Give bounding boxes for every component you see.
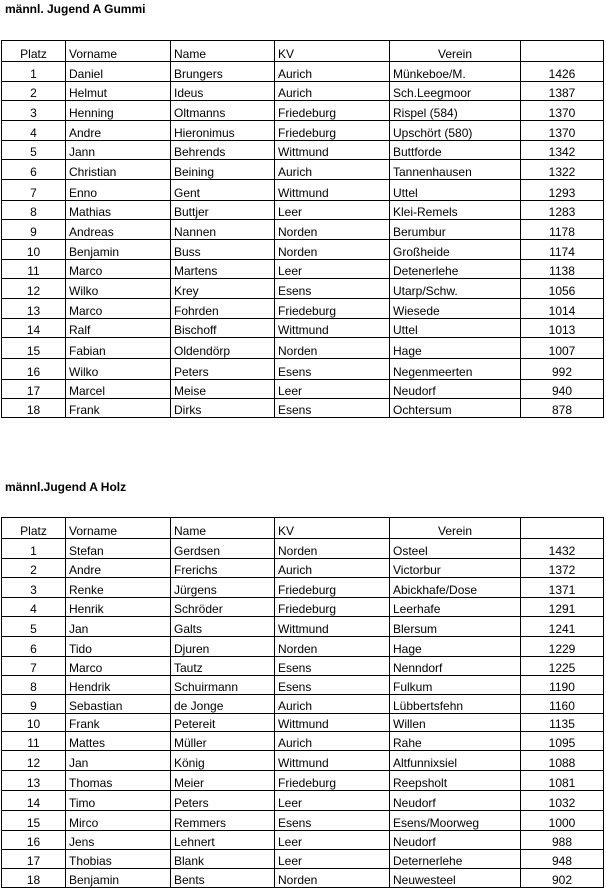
table-row xyxy=(2,657,604,676)
table-row xyxy=(2,240,604,260)
cell-name: Lehnert xyxy=(171,831,275,850)
cell-punkte: 1225 xyxy=(521,657,604,676)
cell-name: Remmers xyxy=(171,811,275,831)
table-row xyxy=(2,751,604,771)
cell-platz: 8 xyxy=(2,201,66,220)
cell-platz: 15 xyxy=(2,811,66,831)
table-row xyxy=(2,201,604,220)
cell-punkte: 1174 xyxy=(521,240,604,260)
cell-verein: Rispel (584) xyxy=(390,101,521,121)
cell-platz: 18 xyxy=(2,869,66,888)
cell-kv: Leer xyxy=(275,831,390,850)
cell-vorname: Renke xyxy=(66,578,171,598)
column-header-punkte xyxy=(521,518,604,539)
cell-vorname: Stefan xyxy=(66,539,171,559)
cell-vorname: Marco xyxy=(66,299,171,319)
cell-kv: Friedeburg xyxy=(275,578,390,598)
table-row xyxy=(2,598,604,617)
cell-name: Oldendörp xyxy=(171,338,275,359)
table-row xyxy=(2,617,604,637)
cell-punkte: 1372 xyxy=(521,559,604,578)
cell-punkte: 1291 xyxy=(521,598,604,617)
table-row xyxy=(2,160,604,180)
cell-name: de Jonge xyxy=(171,695,275,714)
cell-name: Krey xyxy=(171,279,275,299)
cell-verein: Negenmeerten xyxy=(390,359,521,380)
cell-name: Brungers xyxy=(171,62,275,82)
table-row xyxy=(2,539,604,559)
cell-kv: Esens xyxy=(275,676,390,695)
cell-punkte: 1178 xyxy=(521,220,604,240)
table-header-row xyxy=(2,518,604,539)
cell-kv: Leer xyxy=(275,380,390,399)
cell-verein: Neudorf xyxy=(390,831,521,850)
cell-verein: Willen xyxy=(390,714,521,732)
cell-punkte: 1032 xyxy=(521,791,604,811)
cell-verein: Deternerlehe xyxy=(390,850,521,869)
cell-name: Galts xyxy=(171,617,275,637)
table-row xyxy=(2,399,604,418)
cell-verein: Tannenhausen xyxy=(390,160,521,180)
cell-vorname: Benjamin xyxy=(66,869,171,888)
cell-platz: 5 xyxy=(2,141,66,160)
cell-kv: Aurich xyxy=(275,732,390,751)
cell-punkte: 1342 xyxy=(521,141,604,160)
column-header-name: Name xyxy=(171,518,275,539)
cell-vorname: Thobias xyxy=(66,850,171,869)
cell-name: Bents xyxy=(171,869,275,888)
cell-verein: Hage xyxy=(390,637,521,657)
cell-punkte: 1370 xyxy=(521,121,604,141)
cell-verein: Utarp/Schw. xyxy=(390,279,521,299)
cell-platz: 12 xyxy=(2,279,66,299)
cell-punkte: 902 xyxy=(521,869,604,888)
table-row xyxy=(2,695,604,714)
cell-kv: Wittmund xyxy=(275,617,390,637)
table-row xyxy=(2,101,604,121)
cell-vorname: Mirco xyxy=(66,811,171,831)
cell-vorname: Henning xyxy=(66,101,171,121)
cell-platz: 7 xyxy=(2,180,66,201)
cell-platz: 16 xyxy=(2,831,66,850)
table-row xyxy=(2,732,604,751)
cell-name: Djuren xyxy=(171,637,275,657)
cell-punkte: 1371 xyxy=(521,578,604,598)
cell-punkte: 1013 xyxy=(521,319,604,338)
cell-verein: Neuwesteel xyxy=(390,869,521,888)
cell-name: Gerdsen xyxy=(171,539,275,559)
table-row xyxy=(2,578,604,598)
cell-vorname: Hendrik xyxy=(66,676,171,695)
results-table-holz xyxy=(1,517,604,888)
cell-name: Behrends xyxy=(171,141,275,160)
cell-kv: Wittmund xyxy=(275,141,390,160)
cell-kv: Friedeburg xyxy=(275,771,390,791)
cell-vorname: Andreas xyxy=(66,220,171,240)
cell-platz: 14 xyxy=(2,791,66,811)
cell-platz: 2 xyxy=(2,559,66,578)
cell-punkte: 878 xyxy=(521,399,604,418)
cell-verein: Neudorf xyxy=(390,380,521,399)
cell-punkte: 992 xyxy=(521,359,604,380)
cell-punkte: 1095 xyxy=(521,732,604,751)
cell-kv: Wittmund xyxy=(275,180,390,201)
cell-name: Jürgens xyxy=(171,578,275,598)
cell-name: Ideus xyxy=(171,82,275,101)
cell-vorname: Fabian xyxy=(66,338,171,359)
cell-punkte: 1370 xyxy=(521,101,604,121)
table-row xyxy=(2,141,604,160)
cell-vorname: Jan xyxy=(66,617,171,637)
column-header-vorname: Vorname xyxy=(66,518,171,539)
column-header-name: Name xyxy=(171,41,275,62)
cell-name: Gent xyxy=(171,180,275,201)
cell-vorname: Wilko xyxy=(66,279,171,299)
section-title-gummi: männl. Jugend A Gummi xyxy=(5,2,146,16)
cell-vorname: Frank xyxy=(66,714,171,732)
cell-punkte: 940 xyxy=(521,380,604,399)
cell-punkte: 1135 xyxy=(521,714,604,732)
cell-kv: Aurich xyxy=(275,559,390,578)
cell-verein: Upschört (580) xyxy=(390,121,521,141)
cell-kv: Leer xyxy=(275,260,390,279)
cell-punkte: 1229 xyxy=(521,637,604,657)
cell-name: Meise xyxy=(171,380,275,399)
table-row xyxy=(2,220,604,240)
column-header-kv: KV xyxy=(275,518,390,539)
cell-kv: Norden xyxy=(275,637,390,657)
cell-platz: 18 xyxy=(2,399,66,418)
cell-punkte: 1081 xyxy=(521,771,604,791)
cell-name: Peters xyxy=(171,359,275,380)
cell-verein: Reepsholt xyxy=(390,771,521,791)
cell-kv: Aurich xyxy=(275,62,390,82)
cell-vorname: Andre xyxy=(66,559,171,578)
cell-name: Blank xyxy=(171,850,275,869)
cell-platz: 8 xyxy=(2,676,66,695)
cell-punkte: 1432 xyxy=(521,539,604,559)
table-row xyxy=(2,869,604,888)
cell-verein: Berumbur xyxy=(390,220,521,240)
cell-name: Hieronimus xyxy=(171,121,275,141)
cell-kv: Wittmund xyxy=(275,751,390,771)
cell-kv: Esens xyxy=(275,399,390,418)
cell-kv: Leer xyxy=(275,201,390,220)
table-row xyxy=(2,559,604,578)
cell-vorname: Mathias xyxy=(66,201,171,220)
cell-punkte: 1190 xyxy=(521,676,604,695)
table-row xyxy=(2,850,604,869)
cell-verein: Rahe xyxy=(390,732,521,751)
cell-kv: Esens xyxy=(275,811,390,831)
cell-punkte: 1241 xyxy=(521,617,604,637)
table-row xyxy=(2,714,604,732)
cell-vorname: Thomas xyxy=(66,771,171,791)
cell-kv: Friedeburg xyxy=(275,299,390,319)
table-row xyxy=(2,260,604,279)
cell-verein: Buttforde xyxy=(390,141,521,160)
cell-platz: 11 xyxy=(2,260,66,279)
cell-verein: Münkeboe/M. xyxy=(390,62,521,82)
cell-verein: Blersum xyxy=(390,617,521,637)
cell-platz: 3 xyxy=(2,101,66,121)
cell-verein: Esens/Moorweg xyxy=(390,811,521,831)
results-table-gummi xyxy=(1,40,604,418)
cell-verein: Osteel xyxy=(390,539,521,559)
cell-punkte: 948 xyxy=(521,850,604,869)
cell-kv: Friedeburg xyxy=(275,121,390,141)
column-header-vorname: Vorname xyxy=(66,41,171,62)
cell-kv: Aurich xyxy=(275,695,390,714)
table-row xyxy=(2,180,604,201)
cell-verein: Leerhafe xyxy=(390,598,521,617)
cell-vorname: Jan xyxy=(66,751,171,771)
cell-kv: Norden xyxy=(275,338,390,359)
cell-platz: 6 xyxy=(2,160,66,180)
cell-punkte: 1007 xyxy=(521,338,604,359)
cell-vorname: Frank xyxy=(66,399,171,418)
cell-platz: 7 xyxy=(2,657,66,676)
cell-name: Bischoff xyxy=(171,319,275,338)
cell-name: Dirks xyxy=(171,399,275,418)
cell-platz: 4 xyxy=(2,121,66,141)
cell-verein: Ochtersum xyxy=(390,399,521,418)
table-row xyxy=(2,676,604,695)
cell-platz: 1 xyxy=(2,62,66,82)
cell-platz: 10 xyxy=(2,240,66,260)
table-row xyxy=(2,791,604,811)
cell-name: Schröder xyxy=(171,598,275,617)
cell-kv: Esens xyxy=(275,657,390,676)
cell-platz: 14 xyxy=(2,319,66,338)
table-row xyxy=(2,831,604,850)
cell-kv: Esens xyxy=(275,279,390,299)
cell-punkte: 1056 xyxy=(521,279,604,299)
cell-verein: Abickhafe/Dose xyxy=(390,578,521,598)
cell-verein: Altfunnixsiel xyxy=(390,751,521,771)
cell-vorname: Tido xyxy=(66,637,171,657)
cell-verein: Fulkum xyxy=(390,676,521,695)
cell-punkte: 988 xyxy=(521,831,604,850)
cell-verein: Lübbertsfehn xyxy=(390,695,521,714)
cell-name: Tautz xyxy=(171,657,275,676)
table-row xyxy=(2,380,604,399)
cell-vorname: Jann xyxy=(66,141,171,160)
cell-name: Nannen xyxy=(171,220,275,240)
cell-kv: Wittmund xyxy=(275,319,390,338)
cell-vorname: Ralf xyxy=(66,319,171,338)
cell-platz: 4 xyxy=(2,598,66,617)
cell-punkte: 1322 xyxy=(521,160,604,180)
cell-name: König xyxy=(171,751,275,771)
table-row xyxy=(2,338,604,359)
table-row xyxy=(2,121,604,141)
cell-platz: 12 xyxy=(2,751,66,771)
table-header-row xyxy=(2,41,604,62)
cell-vorname: Enno xyxy=(66,180,171,201)
cell-vorname: Benjamin xyxy=(66,240,171,260)
cell-verein: Uttel xyxy=(390,180,521,201)
cell-vorname: Andre xyxy=(66,121,171,141)
cell-platz: 9 xyxy=(2,220,66,240)
column-header-platz: Platz xyxy=(2,518,66,539)
cell-name: Müller xyxy=(171,732,275,751)
cell-kv: Friedeburg xyxy=(275,101,390,121)
cell-punkte: 1160 xyxy=(521,695,604,714)
cell-name: Schuirmann xyxy=(171,676,275,695)
cell-verein: Sch.Leegmoor xyxy=(390,82,521,101)
cell-name: Frerichs xyxy=(171,559,275,578)
table-row xyxy=(2,62,604,82)
cell-platz: 1 xyxy=(2,539,66,559)
column-header-platz: Platz xyxy=(2,41,66,62)
cell-platz: 5 xyxy=(2,617,66,637)
cell-platz: 2 xyxy=(2,82,66,101)
cell-kv: Wittmund xyxy=(275,714,390,732)
cell-platz: 17 xyxy=(2,850,66,869)
cell-vorname: Daniel xyxy=(66,62,171,82)
cell-kv: Norden xyxy=(275,220,390,240)
cell-vorname: Marco xyxy=(66,260,171,279)
column-header-verein: Verein xyxy=(390,41,521,62)
cell-name: Buss xyxy=(171,240,275,260)
cell-punkte: 1293 xyxy=(521,180,604,201)
cell-verein: Victorbur xyxy=(390,559,521,578)
table-row xyxy=(2,359,604,380)
cell-punkte: 1138 xyxy=(521,260,604,279)
cell-name: Buttjer xyxy=(171,201,275,220)
cell-vorname: Helmut xyxy=(66,82,171,101)
cell-verein: Neudorf xyxy=(390,791,521,811)
column-header-kv: KV xyxy=(275,41,390,62)
cell-name: Fohrden xyxy=(171,299,275,319)
cell-vorname: Mattes xyxy=(66,732,171,751)
column-header-punkte xyxy=(521,41,604,62)
cell-kv: Leer xyxy=(275,791,390,811)
table-row xyxy=(2,811,604,831)
cell-punkte: 1088 xyxy=(521,751,604,771)
cell-platz: 13 xyxy=(2,771,66,791)
cell-verein: Uttel xyxy=(390,319,521,338)
cell-vorname: Henrik xyxy=(66,598,171,617)
cell-vorname: Marco xyxy=(66,657,171,676)
cell-platz: 15 xyxy=(2,338,66,359)
cell-name: Oltmanns xyxy=(171,101,275,121)
cell-vorname: Christian xyxy=(66,160,171,180)
cell-platz: 16 xyxy=(2,359,66,380)
cell-vorname: Wilko xyxy=(66,359,171,380)
table-row xyxy=(2,319,604,338)
section-title-holz: männl.Jugend A Holz xyxy=(5,480,127,494)
column-header-verein: Verein xyxy=(390,518,521,539)
cell-kv: Norden xyxy=(275,539,390,559)
cell-kv: Aurich xyxy=(275,160,390,180)
cell-verein: Großheide xyxy=(390,240,521,260)
table-row xyxy=(2,82,604,101)
table-row xyxy=(2,299,604,319)
cell-verein: Wiesede xyxy=(390,299,521,319)
cell-name: Martens xyxy=(171,260,275,279)
cell-platz: 11 xyxy=(2,732,66,751)
cell-kv: Norden xyxy=(275,869,390,888)
cell-platz: 13 xyxy=(2,299,66,319)
cell-kv: Esens xyxy=(275,359,390,380)
cell-platz: 10 xyxy=(2,714,66,732)
cell-platz: 9 xyxy=(2,695,66,714)
cell-name: Meier xyxy=(171,771,275,791)
cell-kv: Aurich xyxy=(275,82,390,101)
cell-kv: Leer xyxy=(275,850,390,869)
cell-verein: Detenerlehe xyxy=(390,260,521,279)
cell-kv: Norden xyxy=(275,240,390,260)
cell-verein: Hage xyxy=(390,338,521,359)
table-row xyxy=(2,637,604,657)
cell-punkte: 1283 xyxy=(521,201,604,220)
cell-punkte: 1387 xyxy=(521,82,604,101)
cell-name: Beining xyxy=(171,160,275,180)
cell-verein: Klei-Remels xyxy=(390,201,521,220)
cell-vorname: Marcel xyxy=(66,380,171,399)
cell-name: Peters xyxy=(171,791,275,811)
cell-name: Petereit xyxy=(171,714,275,732)
cell-kv: Friedeburg xyxy=(275,598,390,617)
cell-vorname: Sebastian xyxy=(66,695,171,714)
cell-punkte: 1014 xyxy=(521,299,604,319)
cell-platz: 17 xyxy=(2,380,66,399)
cell-verein: Nenndorf xyxy=(390,657,521,676)
cell-platz: 6 xyxy=(2,637,66,657)
table-row xyxy=(2,279,604,299)
cell-punkte: 1000 xyxy=(521,811,604,831)
cell-punkte: 1426 xyxy=(521,62,604,82)
cell-platz: 3 xyxy=(2,578,66,598)
table-row xyxy=(2,771,604,791)
cell-vorname: Timo xyxy=(66,791,171,811)
cell-vorname: Jens xyxy=(66,831,171,850)
